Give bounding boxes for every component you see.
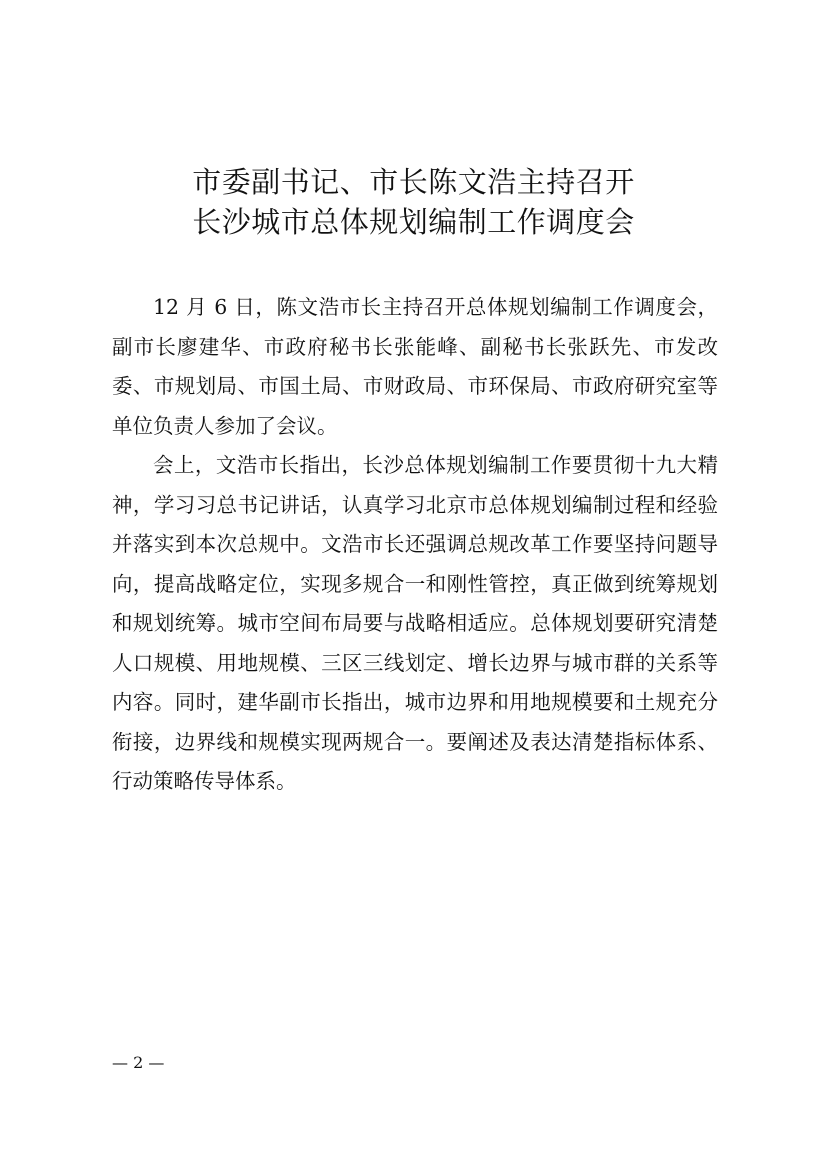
- title-line-1: 市委副书记、市长陈文浩主持召开: [192, 165, 635, 199]
- paragraph-2: 会上，文浩市长指出，长沙总体规划编制工作要贯彻十九大精神，学习习总书记讲话，认真学习北京市总体规划编制过程和经验并落实到本次总规中。文浩市长还强调总规改革工作要坚持问题导向，提高战略定位，实现多规合一和刚性管控，真正做到统筹规划和规划统筹。城市空间布局要与战略相适应。总体规划要研究清楚人口规模、用地规模、三区三线划定、增长边界与城市群的关系等内容。同时，建华副市长指出，城市边界和用地规模要和土规充分衔接，边界线和规模实现两规合一。要阐述及表达清楚指标体系、行动策略传导体系。: [112, 453, 718, 793]
- document-title: [0, 162, 827, 242]
- page-number: — 2 —: [112, 1053, 165, 1072]
- paragraph-1: 12 月 6 日，陈文浩市长主持召开总体规划编制工作调度会，副市长廖建华、市政府秘书长张能峰、副秘书长张跃先、市发改委、市规划局、市国土局、市财政局、市环保局、市政府研究室等单位负责人参加了会议。: [112, 295, 718, 438]
- document-body: [112, 288, 718, 802]
- title-line-2: 长沙城市总体规划编制工作调度会: [192, 205, 635, 239]
